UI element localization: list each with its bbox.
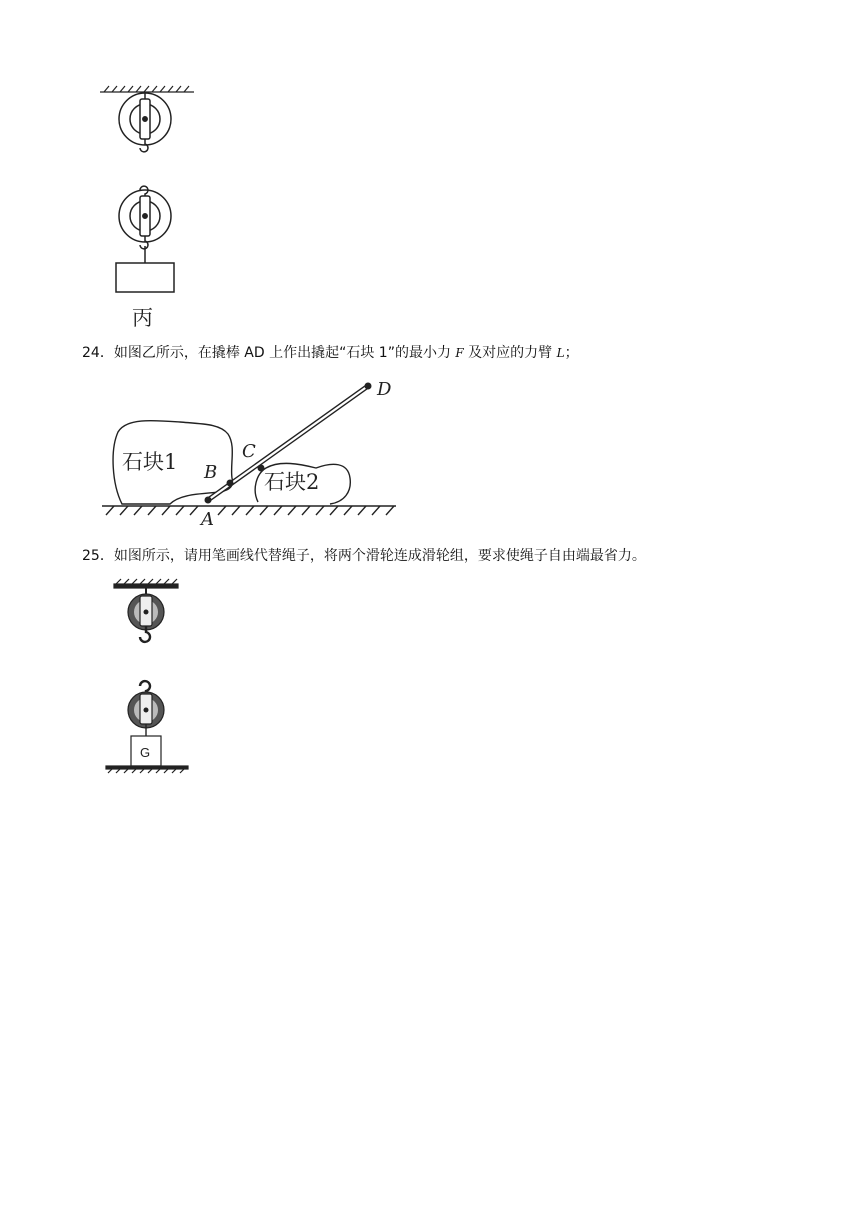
point-A-label: A [201, 509, 214, 530]
question-24 [82, 343, 579, 363]
weight-G-label: G [140, 745, 151, 760]
point-B-dot [227, 480, 234, 487]
force-variable-F: F [455, 346, 464, 360]
figure-pulley-group [100, 578, 200, 778]
figure-bing [96, 82, 206, 332]
lever-arm-variable-L: L [556, 346, 565, 360]
figure-bing-caption: 丙 [132, 306, 153, 330]
question-24-text-middle: 及对应的力臂 [463, 345, 557, 361]
figure-crowbar [96, 372, 406, 532]
point-C-label: C [242, 441, 256, 462]
fixed-pulley [119, 92, 171, 152]
ceiling-hatch [100, 86, 194, 92]
rock-2-label: 石块2 [264, 470, 320, 494]
question-25-text: ．如图所示，请用笔画线代替绳子，将两个滑轮连成滑轮组，要求使绳子自由端最省力。 [99, 548, 646, 564]
ground-hatch [102, 506, 396, 515]
ground-hatch-25 [106, 766, 188, 773]
rock-1-label: 石块1 [122, 450, 178, 474]
movable-pulley [116, 186, 174, 292]
point-D-dot [365, 383, 372, 390]
point-B-label: B [204, 462, 218, 483]
point-D-label: D [377, 379, 392, 400]
question-24-text-end: ； [564, 345, 579, 361]
question-25-number: 25 [82, 548, 100, 564]
ceiling-hatch-25 [114, 579, 178, 588]
question-25 [82, 546, 646, 566]
point-A-dot [205, 497, 212, 504]
question-24-number: 24 [82, 345, 100, 361]
question-24-text-start: ．如图乙所示，在撬棒 AD 上作出撬起“石块 1”的最小力 [99, 345, 456, 361]
fixed-pulley-25 [128, 588, 164, 642]
